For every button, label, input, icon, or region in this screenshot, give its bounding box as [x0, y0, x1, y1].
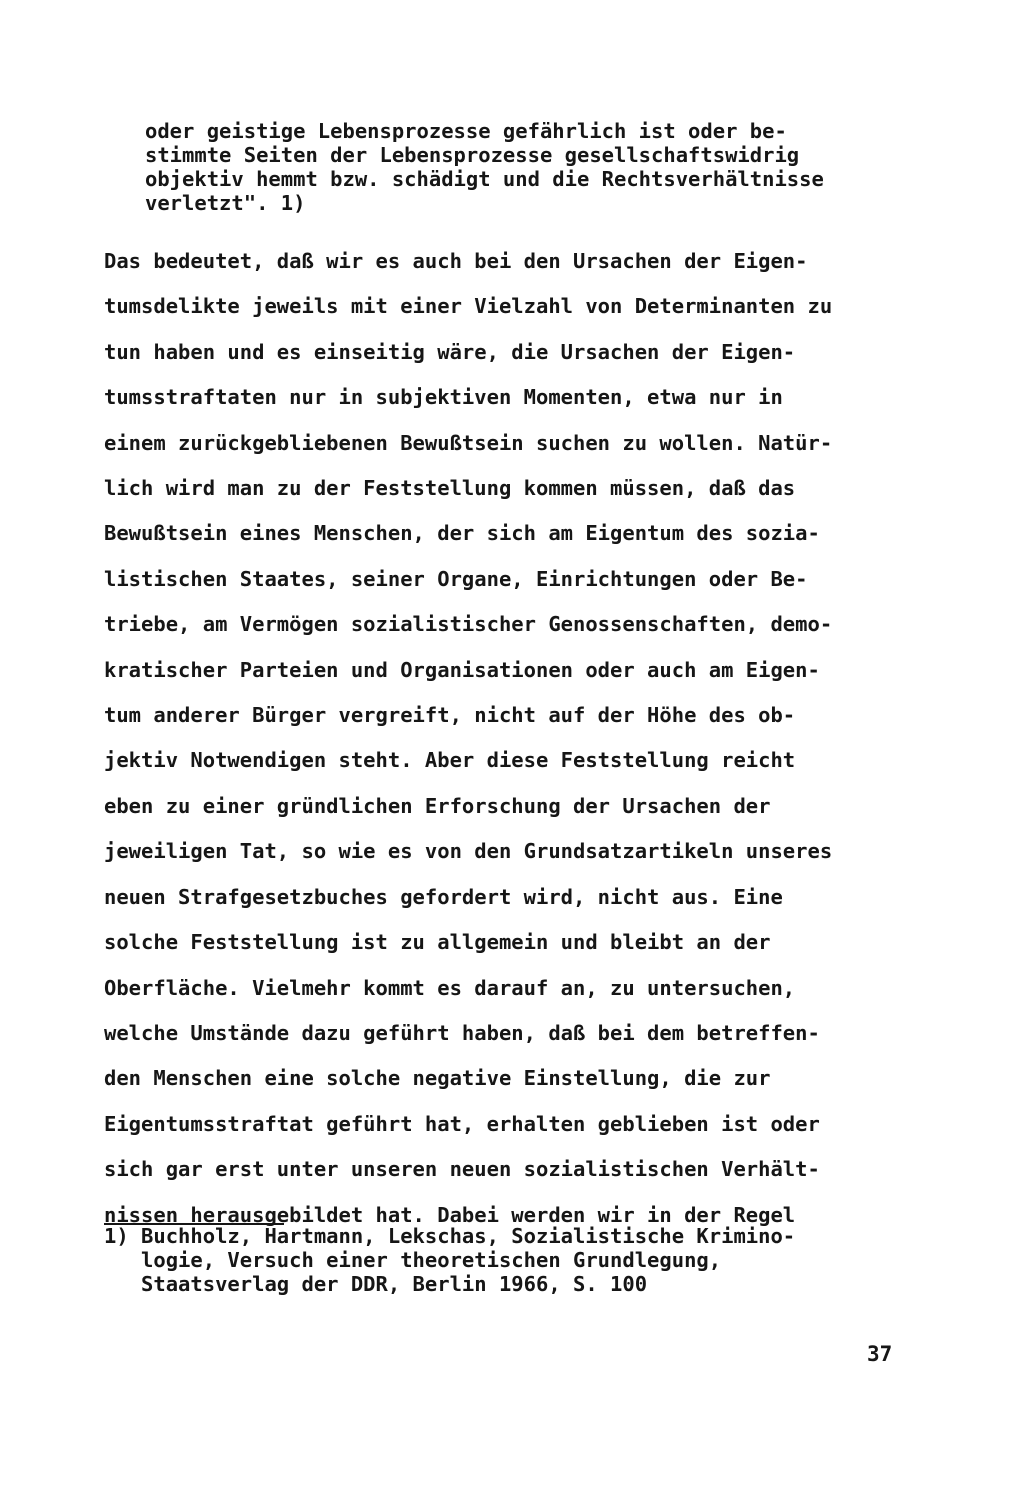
block-quote: oder geistige Lebensprozesse gefährlich ist oder be- stimmte Seiten der Lebensprozesse gesellschaftswidrig objektiv hemmt bzw. schädigt und die Rechtsverhältnisse verletzt". 1) — [145, 119, 824, 215]
page-number: 37 — [867, 1342, 893, 1366]
footnote: 1) Buchholz, Hartmann, Lekschas, Sozialistische Krimino- logie, Versuch einer theoretischen Grundlegung, Staatsverlag der DDR, Berlin 1966, S. 100 — [104, 1224, 796, 1296]
body-paragraph: Das bedeutet, daß wir es auch bei den Ursachen der Eigen- tumsdelikte jeweils mit einer Vielzahl von Determinanten zu tun haben und es einseitig wäre, die Ursachen der Eigen- tumsstraftaten nur in subjektiven Momenten, etwa nur in einem zurückgebliebenen Bewußtsein suchen zu wollen. Natür- lich wird man zu der Feststellung kommen müssen, daß das Bewußtsein eines Menschen, der sich am Eigentum des sozia- listischen Staates, seiner Organe, Einrichtungen oder Be- triebe, am Vermögen sozialistischer Genossenschaften, demo- kratischer Parteien und Organisationen oder auch am Eigen- tum anderer Bürger vergreift, nicht auf der Höhe des ob- jektiv Notwendigen steht. Aber diese Feststellung reicht eben zu einer gründlichen Erforschung der Ursachen der jeweiligen Tat, so wie es von den Grundsatzartikeln unseres neuen Strafgesetzbuches gefordert wird, nicht aus. Eine solche Feststellung ist zu allgemein und bleibt an der Oberfläche. Vielmehr kommt es darauf an, zu untersuchen, welche Umstände dazu geführt haben, daß bei dem betreffen- den Menschen eine solche negative Einstellung, die zur Eigentumsstraftat geführt hat, erhalten geblieben ist oder sich gar erst unter unseren neuen sozialistischen Verhält- nissen herausgebildet hat. Dabei werden wir in der Regel — [104, 249, 833, 1227]
